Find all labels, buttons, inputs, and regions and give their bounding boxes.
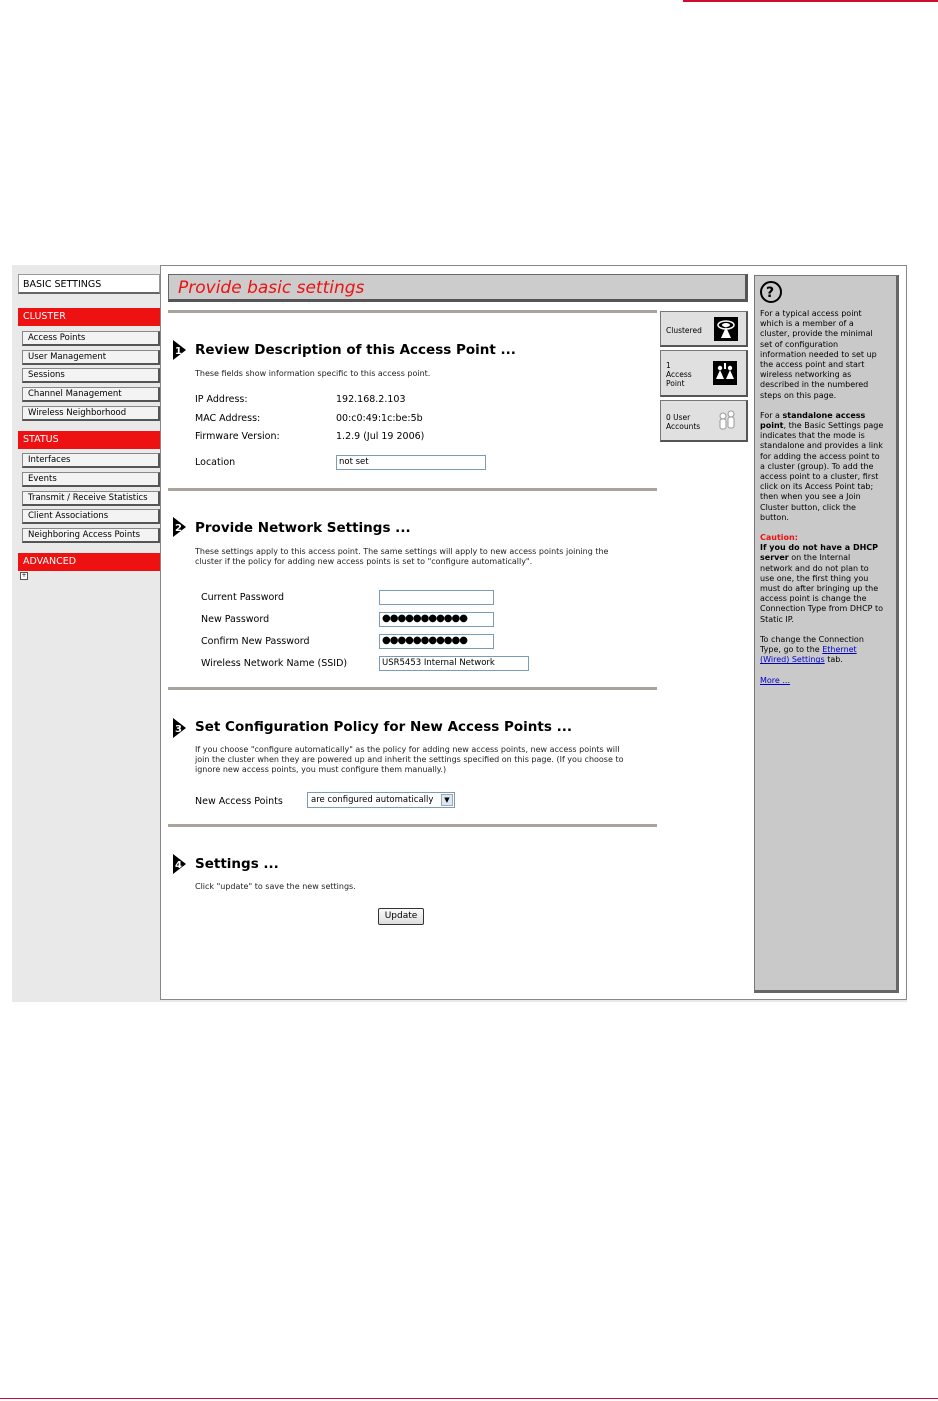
plus-icon[interactable]: + [21, 572, 27, 579]
step-2-arrow-icon [173, 517, 186, 537]
ip-address-label: IP Address: [195, 394, 248, 405]
clustered-tile[interactable] [660, 311, 748, 347]
user-accounts-tile[interactable] [660, 400, 748, 442]
nav-heading-status[interactable]: STATUS [18, 431, 161, 449]
new-access-points-selected: are configured automatically [311, 795, 434, 805]
caution-bold: If you do not have a DHCP server [760, 543, 879, 563]
help-caution [760, 533, 885, 625]
current-password-field[interactable] [379, 590, 494, 605]
left-nav [12, 265, 162, 1002]
help-paragraph-1: For a typical access point which is a member of a cluster, provide the minimal set of configuration information needed to set up the access point and start wireless networking as described in the numbered steps on this page. [760, 309, 877, 400]
new-access-points-label: New Access Points [195, 796, 283, 807]
svg-text:2: 2 [175, 523, 182, 534]
ip-address-value: 192.168.2.103 [336, 394, 406, 405]
step-3-arrow-icon [173, 718, 186, 738]
screenshot-frame [12, 265, 907, 1002]
help-p2-post: , the Basic Settings page indicates that the mode is standalone and provides a link for adding the access point to a cluster (group). To add the access point to a cluster, first click on its Access Point tab; then when you see a Join Cluster button, click the button. [760, 421, 884, 522]
page-bottom-rule [0, 1398, 938, 1399]
section-2-description: These settings apply to this access point. The same settings will apply to new access points joining the cluster if the policy for adding new access points is set to "configure automatically". [195, 547, 609, 566]
nav-item-user-management[interactable]: User Management [22, 350, 160, 365]
svg-text:1: 1 [175, 346, 182, 357]
nav-item-wireless-neighborhood[interactable]: Wireless Neighborhood [22, 406, 160, 421]
section-divider [168, 687, 657, 690]
ssid-field[interactable]: USR5453 Internal Network [379, 656, 529, 671]
help-text [760, 309, 885, 696]
section-1-description: These fields show information specific to this access point. [195, 369, 431, 378]
user-accounts-icon [715, 408, 739, 432]
mac-address-value: 00:c0:49:1c:be:5b [336, 413, 423, 424]
nav-item-sessions[interactable]: Sessions [22, 368, 160, 383]
chevron-down-icon[interactable]: ▼ [441, 794, 453, 806]
clustered-label: Clustered [666, 326, 702, 335]
page-title-bar [168, 274, 748, 302]
help-p2-pre: For a [760, 410, 783, 420]
question-mark-icon[interactable] [760, 281, 782, 303]
new-access-points-select[interactable] [307, 792, 455, 808]
location-field[interactable]: not set [336, 455, 486, 470]
new-password-label: New Password [201, 614, 270, 625]
caution-label: Caution: [760, 533, 798, 543]
user-accounts-count: 0 User [666, 413, 691, 422]
access-point-people-icon [713, 361, 737, 385]
section-divider [168, 310, 657, 313]
section-1-title: Review Description of this Access Point ... [195, 342, 516, 358]
access-point-label-2: Point [666, 379, 685, 388]
main-panel [160, 265, 907, 1000]
firmware-version-value: 1.2.9 (Jul 19 2006) [336, 431, 425, 442]
nav-item-access-points[interactable]: Access Points [22, 331, 160, 346]
confirm-password-label: Confirm New Password [201, 636, 310, 647]
help-paragraph-2 [760, 411, 885, 523]
nav-item-neighboring-access-points[interactable]: Neighboring Access Points [22, 528, 160, 543]
section-3-title: Set Configuration Policy for New Access Points ... [195, 719, 572, 735]
firmware-version-label: Firmware Version: [195, 431, 280, 442]
cluster-antenna-icon [714, 317, 738, 341]
section-4-title: Settings ... [195, 856, 279, 872]
section-4-description: Click "update" to save the new settings. [195, 882, 356, 891]
nav-item-client-associations[interactable]: Client Associations [22, 509, 160, 524]
more-link[interactable]: More ... [760, 675, 791, 685]
step-1-arrow-icon [173, 340, 186, 360]
nav-item-events[interactable]: Events [22, 472, 160, 487]
help-p4-pre: To change the Connection Type, go to the [760, 634, 864, 655]
nav-heading-advanced[interactable]: ADVANCED [18, 553, 161, 571]
section-2-title: Provide Network Settings ... [195, 520, 411, 536]
help-p4-post: tab. [824, 655, 843, 665]
section-divider [168, 824, 657, 827]
step-4-arrow-icon [173, 854, 186, 874]
current-password-label: Current Password [201, 592, 285, 603]
svg-text:3: 3 [175, 724, 182, 735]
nav-item-transmit-receive-statistics[interactable]: Transmit / Receive Statistics [22, 491, 160, 506]
caution-text: on the Internal network and do not plan to use one, the first thing you must do after bringing up the access point is change the Connection Type from DHCP to Static IP. [760, 553, 884, 624]
nav-item-channel-management[interactable]: Channel Management [22, 387, 160, 402]
access-point-count: 1 [666, 361, 671, 370]
page-title: Provide basic settings [178, 278, 365, 298]
page-top-rule [683, 0, 938, 2]
help-paragraph-4 [760, 635, 885, 666]
location-label: Location [195, 457, 236, 468]
access-point-label-1: Access [666, 370, 692, 379]
new-password-field[interactable]: ●●●●●●●●●●● [379, 612, 494, 627]
confirm-password-field[interactable]: ●●●●●●●●●●● [379, 634, 494, 649]
help-p2-bold: standalone access point [760, 410, 866, 431]
svg-text:?: ? [766, 285, 775, 301]
update-button[interactable]: Update [378, 908, 424, 925]
help-panel [754, 275, 899, 993]
nav-basic-settings[interactable]: BASIC SETTINGS [18, 274, 160, 294]
mac-address-label: MAC Address: [195, 413, 261, 424]
nav-item-interfaces[interactable]: Interfaces [22, 453, 160, 468]
ssid-label: Wireless Network Name (SSID) [201, 658, 348, 669]
section-divider [168, 488, 657, 491]
section-3-description: If you choose "configure automatically" as the policy for adding new access points, new access points will join the cluster when they are powered up and inherit the settings specified on this page. (If you choose to ignore new access points, you must configure them manually.) [195, 745, 624, 774]
svg-text:4: 4 [175, 860, 182, 871]
nav-heading-cluster[interactable]: CLUSTER [18, 308, 161, 326]
help-more [760, 676, 885, 686]
ethernet-settings-link[interactable]: Ethernet (Wired) Settings [760, 645, 857, 665]
user-accounts-label: Accounts [666, 422, 701, 431]
access-point-tile[interactable] [660, 350, 748, 397]
